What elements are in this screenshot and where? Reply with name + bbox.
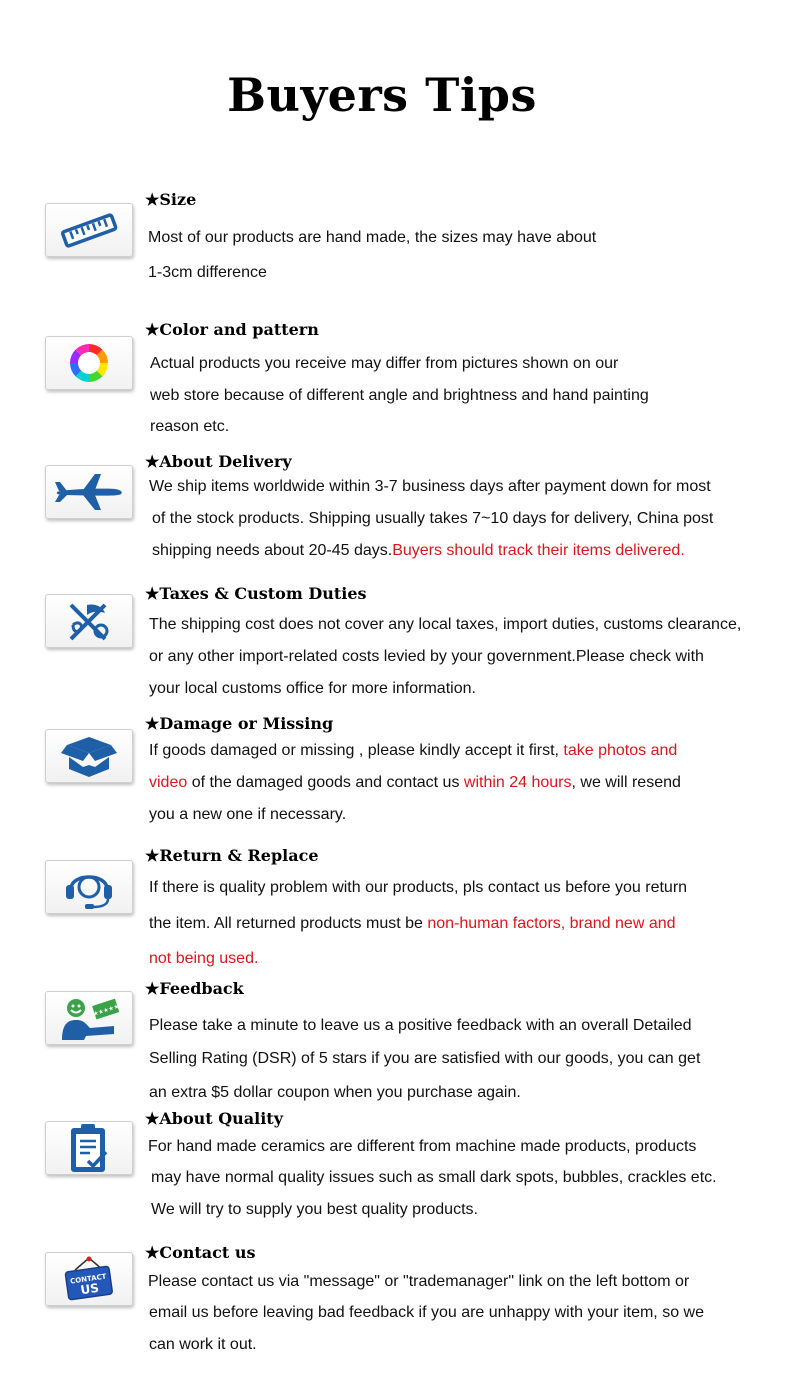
section-heading: ★Feedback [145,979,244,998]
section-icon-frame [45,465,133,519]
feedback-icon [56,994,122,1042]
open-box-icon [59,731,119,781]
section-text-line [149,878,687,898]
section-icon-frame [45,336,133,390]
section-text-line [149,1016,692,1036]
svg-text:★★★★★: ★★★★★ [92,1002,121,1018]
body-text: can work it out. [149,1336,257,1353]
color-wheel-icon [64,338,114,388]
section-icon-frame [45,860,133,914]
section-icon-frame [45,1121,133,1175]
highlight-text: take photos and [563,742,678,759]
section-text-line [152,541,685,561]
section-heading: ★Taxes & Custom Duties [145,584,367,603]
section-text-line [149,1335,257,1355]
section-text-line [149,679,476,699]
section-icon-frame [45,203,133,257]
section-text-line [150,354,618,374]
body-text: If there is quality problem with our products, pls contact us before you return [149,879,688,896]
section-text-line [148,1137,696,1157]
ruler-icon [57,208,121,252]
section-text-line [152,509,713,529]
section-text-line [149,647,704,667]
section-text-line [151,1168,717,1188]
body-text: web store because of different angle and brightness and hand painting [150,387,649,404]
section-text-line [149,773,681,793]
highlight-text: non-human factors, brand new and [427,915,676,932]
highlight-text: within 24 hours [463,774,572,791]
section-icon-frame [45,594,133,648]
section-text-line [149,615,741,635]
section-heading: ★Size [145,190,197,209]
section-text-line [149,805,346,825]
section-icon-frame [45,1252,133,1306]
body-text: of the stock products. Shipping usually takes 7~10 days for delivery, China post [152,510,714,527]
body-text: an extra $5 dollar coupon when you purchase again. [149,1084,521,1101]
section-text-line [151,1200,478,1220]
body-text: The shipping cost does not cover any local taxes, import duties, customs clearance, [149,616,742,633]
section-text-line [148,263,267,283]
body-text: of the damaged goods and contact us [187,774,464,791]
svg-text:US: US [79,1280,100,1298]
body-text: Actual products you receive may differ from pictures shown on our [150,355,619,372]
section-text-line [149,1303,704,1323]
body-text: Please contact us via "message" or "trademanager" link on the left bottom or [148,1273,690,1290]
body-text: Selling Rating (DSR) of 5 stars if you are satisfied with our goods, you can get [149,1050,701,1067]
section-heading: ★Return & Replace [145,846,319,865]
section-text-line [149,949,258,969]
section-heading: ★Damage or Missing [145,714,334,733]
body-text: If goods damaged or missing , please kindly accept it first, [149,742,564,759]
headset-icon [61,863,117,911]
svg-text:CONTACT: CONTACT [69,1272,107,1286]
section-text-line [148,1272,689,1292]
airplane-icon [53,470,125,514]
section-icon-frame [45,991,133,1045]
body-text: 1-3cm difference [148,264,267,281]
section-text-line [149,477,711,497]
body-text: may have normal quality issues such as small dark spots, bubbles, crackles etc. [151,1169,717,1186]
page-title: Buyers Tips [227,68,537,122]
section-heading: ★About Quality [145,1109,283,1128]
highlight-text: not being used. [149,950,259,967]
body-text: We will try to supply you best quality products. [151,1201,478,1218]
body-text: , we will resend [571,774,681,791]
body-text: Please take a minute to leave us a positive feedback with an overall Detailed [149,1017,692,1034]
section-text-line [150,417,229,437]
section-text-line [149,741,677,761]
clipboard-icon [66,1122,112,1174]
body-text: Most of our products are hand made, the sizes may have about [148,229,597,246]
body-text: reason etc. [150,418,230,435]
section-heading: ★About Delivery [145,452,292,471]
section-text-line [150,386,649,406]
section-heading: ★Color and pattern [145,320,319,339]
highlight-text: video [149,774,188,791]
section-icon-frame [45,729,133,783]
contact-sign-icon [59,1256,119,1302]
section-text-line [148,228,596,248]
body-text: shipping needs about 20-45 days. [152,542,393,559]
customs-icon [57,597,121,645]
body-text: the item. All returned products must be [149,915,428,932]
section-text-line [149,1083,521,1103]
highlight-text: Buyers should track their items delivered. [392,542,685,559]
body-text: you a new one if necessary. [149,806,347,823]
body-text: We ship items worldwide within 3-7 business days after payment down for most [149,478,711,495]
body-text: For hand made ceramics are different from machine made products, products [148,1138,697,1155]
body-text: email us before leaving bad feedback if you are unhappy with your item, so we [149,1304,704,1321]
section-text-line [149,1049,700,1069]
section-text-line [149,914,676,934]
section-heading: ★Contact us [145,1243,256,1262]
body-text: your local customs office for more information. [149,680,476,697]
body-text: or any other import-related costs levied by your government.Please check with [149,648,704,665]
